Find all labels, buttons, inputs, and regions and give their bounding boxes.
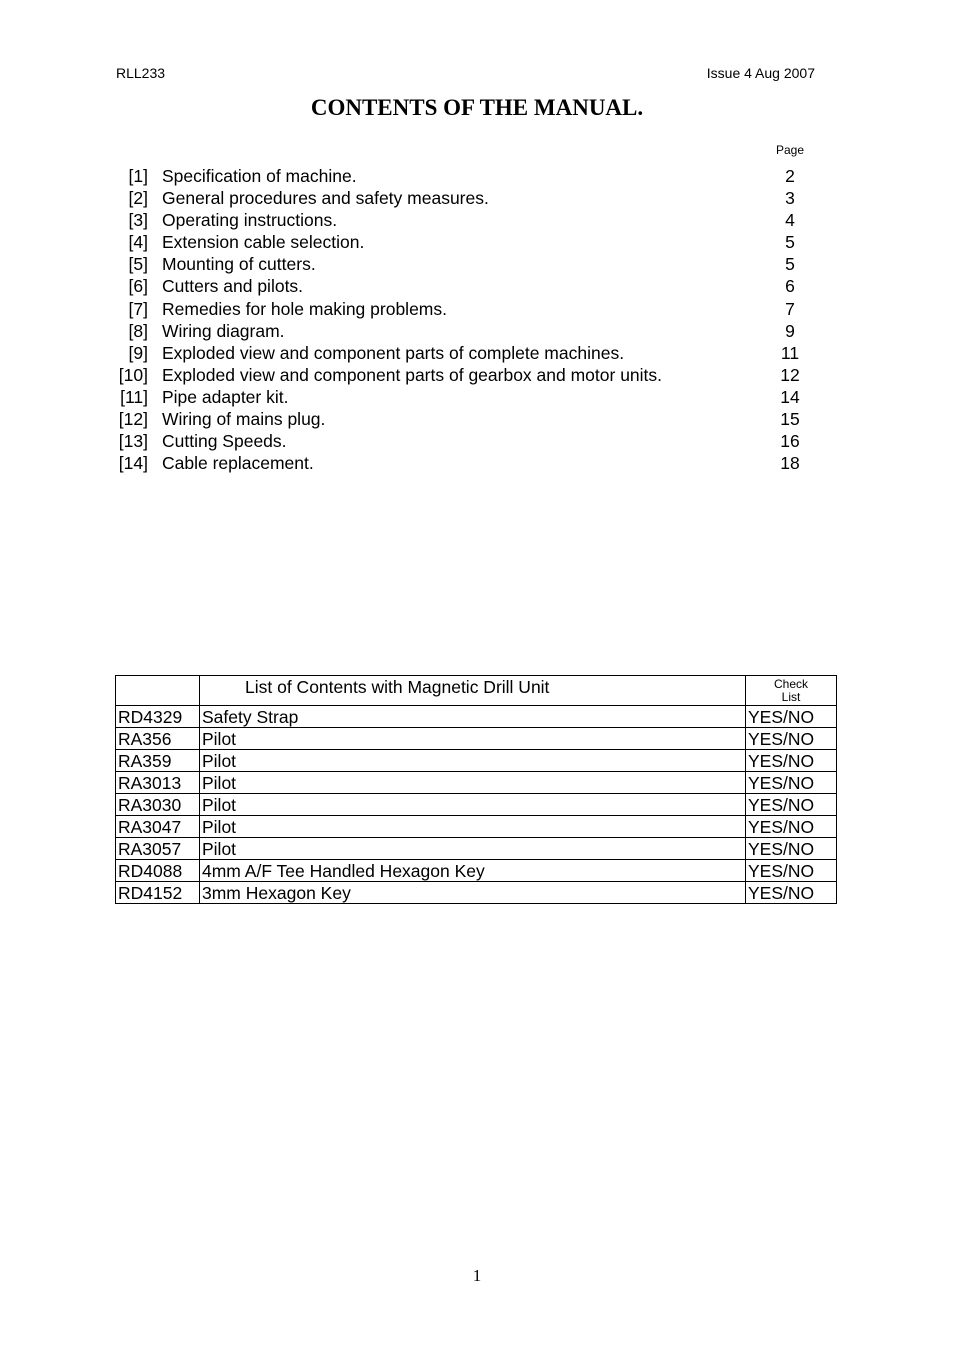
part-description: 4mm A/F Tee Handled Hexagon Key	[200, 860, 746, 882]
part-code: RD4152	[116, 882, 200, 904]
part-description: Pilot	[200, 794, 746, 816]
toc-page-column-label: Page	[775, 143, 805, 157]
page-title: CONTENTS OF THE MANUAL.	[310, 95, 644, 120]
check-value[interactable]: YES/NO	[746, 728, 837, 750]
toc-entry-page: 5	[785, 232, 795, 253]
toc-entry-page: 2	[785, 166, 795, 186]
toc-entry-number: [1]	[128, 166, 148, 186]
toc-entry[interactable]	[0, 187, 954, 209]
table-row	[116, 772, 837, 794]
part-description: Pilot	[200, 838, 746, 860]
part-description: Pilot	[200, 750, 746, 772]
toc-entry-title: Exploded view and component parts of complete machines.	[162, 342, 625, 363]
part-description: Pilot	[200, 816, 746, 838]
toc-entry-page: 3	[785, 188, 795, 209]
part-description: 3mm Hexagon Key	[200, 882, 746, 904]
code-column-header	[116, 676, 200, 706]
part-code: RA356	[116, 728, 200, 750]
check-value[interactable]: YES/NO	[746, 794, 837, 816]
toc-entry-title: Operating instructions.	[162, 210, 338, 231]
check-value[interactable]: YES/NO	[746, 882, 837, 904]
toc-entry-number: [5]	[128, 254, 148, 275]
check-value[interactable]: YES/NO	[746, 816, 837, 838]
part-description: Safety Strap	[200, 706, 746, 728]
toc-entry-number: [3]	[128, 210, 148, 231]
toc-entry-page: 15	[780, 409, 800, 430]
toc-entry-number: [14]	[118, 453, 148, 474]
toc-entry[interactable]	[0, 386, 954, 408]
toc-entry-page: 14	[780, 386, 800, 407]
toc-entry[interactable]	[0, 452, 954, 474]
toc-entry-title: Extension cable selection.	[162, 232, 365, 253]
toc-entry-number: [9]	[128, 342, 148, 363]
table-header-row	[116, 676, 837, 706]
table-row	[116, 794, 837, 816]
table-of-contents	[0, 165, 954, 474]
toc-entry-title: Wiring of mains plug.	[162, 409, 326, 430]
toc-entry[interactable]	[0, 342, 954, 364]
part-code: RA3030	[116, 794, 200, 816]
toc-entry-title: Mounting of cutters.	[162, 254, 316, 275]
toc-entry-number: [12]	[118, 409, 148, 430]
toc-entry[interactable]	[0, 253, 954, 275]
toc-entry[interactable]	[0, 209, 954, 231]
toc-entry-page: 4	[785, 210, 795, 231]
part-code: RA3047	[116, 816, 200, 838]
document-code: RLL233	[116, 65, 166, 81]
toc-entry-page: 16	[780, 431, 800, 452]
part-description: Pilot	[200, 728, 746, 750]
toc-entry-page: 6	[785, 276, 795, 297]
toc-entry-page: 18	[780, 453, 800, 474]
toc-entry-title: Pipe adapter kit.	[162, 386, 289, 407]
table-row	[116, 816, 837, 838]
part-code: RA359	[116, 750, 200, 772]
toc-entry-title: Remedies for hole making problems.	[162, 298, 447, 319]
check-value[interactable]: YES/NO	[746, 860, 837, 882]
toc-entry-number: [6]	[128, 276, 148, 297]
check-list-header	[746, 676, 837, 706]
check-value[interactable]: YES/NO	[746, 750, 837, 772]
toc-entry[interactable]	[0, 430, 954, 452]
toc-entry[interactable]	[0, 275, 954, 297]
table-row	[116, 728, 837, 750]
table-title: List of Contents with Magnetic Drill Unit	[200, 676, 746, 706]
toc-entry-page: 5	[785, 254, 795, 275]
check-value[interactable]: YES/NO	[746, 706, 837, 728]
toc-entry[interactable]	[0, 165, 954, 187]
toc-entry-number: [7]	[128, 298, 148, 319]
toc-entry-title: Cable replacement.	[162, 453, 314, 474]
toc-entry-title: Cutters and pilots.	[162, 276, 304, 297]
page-number: 1	[472, 1266, 482, 1285]
toc-entry-number: [13]	[118, 431, 148, 452]
toc-entry-number: [8]	[128, 320, 148, 341]
contents-checklist-table	[115, 675, 837, 904]
check-header-line2: List	[781, 689, 801, 704]
part-code: RD4329	[116, 706, 200, 728]
table-row	[116, 838, 837, 860]
toc-entry-title: Exploded view and component parts of gearbox and motor units.	[162, 364, 663, 385]
toc-entry[interactable]	[0, 320, 954, 342]
toc-entry-page: 9	[785, 320, 795, 341]
toc-entry[interactable]	[0, 408, 954, 430]
check-value[interactable]: YES/NO	[746, 838, 837, 860]
toc-entry-title: Wiring diagram.	[162, 320, 285, 341]
toc-entry-page: 7	[785, 298, 795, 319]
toc-entry-page: 11	[780, 342, 800, 363]
issue-date: Issue 4 Aug 2007	[706, 65, 815, 81]
toc-entry-title: Specification of machine.	[162, 166, 357, 186]
part-code: RD4088	[116, 860, 200, 882]
toc-entry[interactable]	[0, 364, 954, 386]
toc-entry-title: Cutting Speeds.	[162, 431, 287, 452]
toc-entry-number: [4]	[128, 232, 148, 253]
toc-entry[interactable]	[0, 298, 954, 320]
toc-entry-number: [2]	[128, 188, 148, 209]
check-value[interactable]: YES/NO	[746, 772, 837, 794]
table-row	[116, 750, 837, 772]
toc-entry-title: General procedures and safety measures.	[162, 188, 489, 209]
check-header-line1: Check	[773, 676, 808, 691]
toc-entry[interactable]	[0, 231, 954, 253]
toc-entry-number: [10]	[118, 364, 148, 385]
part-description: Pilot	[200, 772, 746, 794]
table-row	[116, 860, 837, 882]
part-code: RA3057	[116, 838, 200, 860]
table-row	[116, 706, 837, 728]
part-code: RA3013	[116, 772, 200, 794]
table-row	[116, 882, 837, 904]
toc-entry-page: 12	[780, 364, 800, 385]
toc-entry-number: [11]	[120, 386, 148, 407]
